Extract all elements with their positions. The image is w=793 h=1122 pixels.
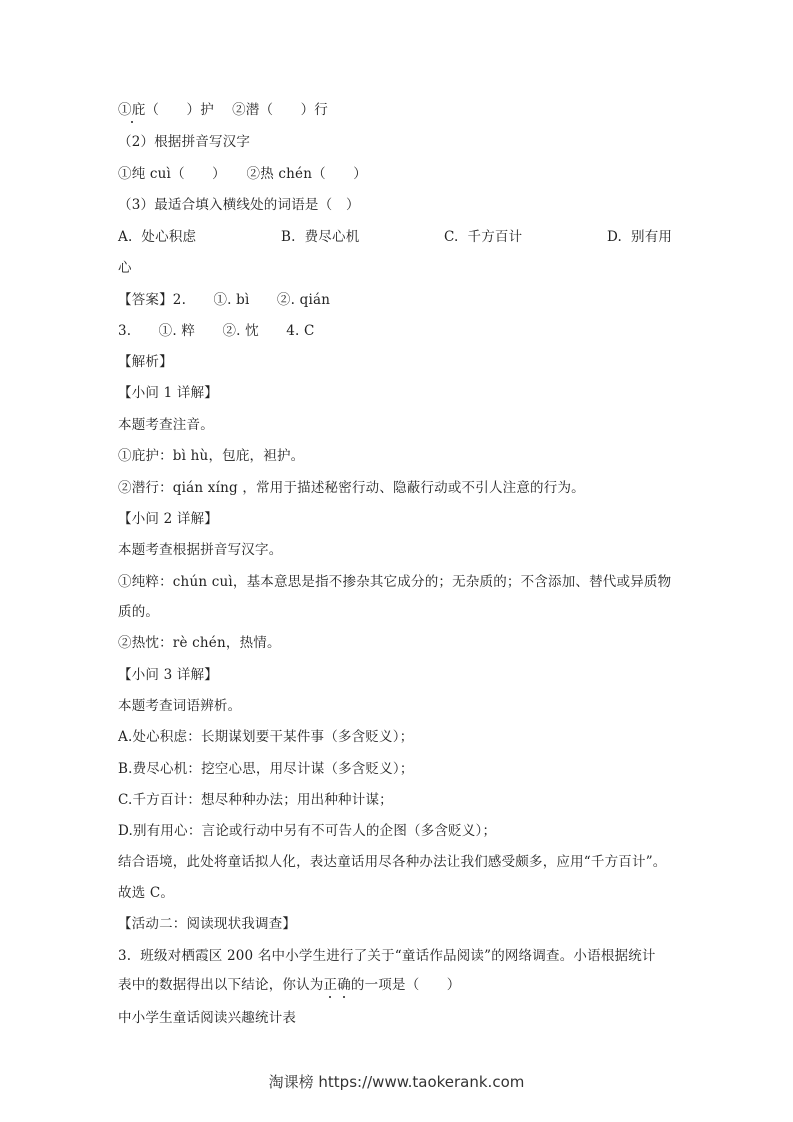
analysis-heading: 【解析】 [118, 354, 173, 370]
paragraph: B.费尽心机：挖空心思，用尽计谋（多含贬义）； [118, 761, 414, 777]
answer-line-1: 【答案】2. ①. bì ②. qián [118, 292, 331, 308]
emphasis-char: 确 [337, 977, 351, 993]
question-text: 的一项是（ ） [350, 977, 461, 993]
paragraph: A.处心积虑：长期谋划要干某件事（多含贬义）； [118, 729, 414, 745]
option-d-continued: 心 [118, 260, 132, 276]
emphasis-char: 正 [323, 977, 338, 993]
option-a: A. 处心积虑 [118, 229, 197, 245]
question-3-text-continued [118, 976, 461, 994]
paragraph: 结合语境，此处将童话拟人化，表达童话用尽各种办法让我们感受颇多，应用“千方百计”。 [118, 854, 667, 870]
option-b: B. 费尽心机 [281, 229, 360, 245]
paragraph: 质的。 [118, 604, 160, 620]
paragraph: D.别有用心：言论或行动中另有不可告人的企图（多含贬义）； [118, 823, 497, 839]
subquestion-3-heading: （3）最适合填入横线处的词语是（ ） [118, 197, 360, 213]
paragraph: 故选 C。 [118, 885, 175, 901]
emphasis-char: ①庇 [118, 102, 146, 118]
paragraph: ②热忱：rè chén，热情。 [118, 635, 281, 651]
subquestion-2-items: ①纯 cuì（ ） ②热 chén（ ） [118, 166, 367, 182]
answer-line-2: 3. ①. 粹 ②. 忱 4. C [118, 323, 315, 339]
paragraph: 本题考查根据拼音写汉字。 [118, 542, 283, 558]
activity-2-heading: 【活动二：阅读现状我调查】 [118, 916, 297, 932]
subquestion-2-heading: （2）根据拼音写汉字 [118, 134, 251, 150]
paragraph: 本题考查词语辨析。 [118, 698, 242, 714]
question-line-pinyin-blanks [118, 101, 328, 119]
paragraph: C.千方百计：想尽种种办法；用出种种计谋； [118, 792, 393, 808]
paragraph: ①庇护：bì hù，包庇，袒护。 [118, 448, 305, 464]
table-caption: 中小学生童话阅读兴趣统计表 [118, 1010, 297, 1026]
question-text: （ ）护 ②潜（ ）行 [145, 102, 328, 118]
option-d: D. 别有用 [607, 229, 673, 245]
footer-watermark: 淘课榜 https://www.taokerank.com [268, 1073, 525, 1091]
question-text: 表中的数据得出以下结论，你认为 [118, 977, 324, 993]
paragraph: 本题考查注音。 [118, 417, 214, 433]
paragraph: ①纯粹：chún cuì，基本意思是指不掺杂其它成分的；无杂质的；不含添加、替代或异质物 [118, 574, 672, 590]
subquestion-3-detail-heading: 【小问 3 详解】 [118, 667, 218, 683]
option-c: C. 千方百计 [444, 229, 523, 245]
subquestion-1-detail-heading: 【小问 1 详解】 [118, 385, 218, 401]
question-3-text: 3. 班级对栖霞区 200 名中小学生进行了关于“童话作品阅读”的网络调查。小语根据统计 [118, 948, 656, 964]
paragraph: ②潜行：qián xíng ，常用于描述秘密行动、隐蔽行动或不引人注意的行为。 [118, 480, 585, 496]
subquestion-2-detail-heading: 【小问 2 详解】 [118, 511, 218, 527]
